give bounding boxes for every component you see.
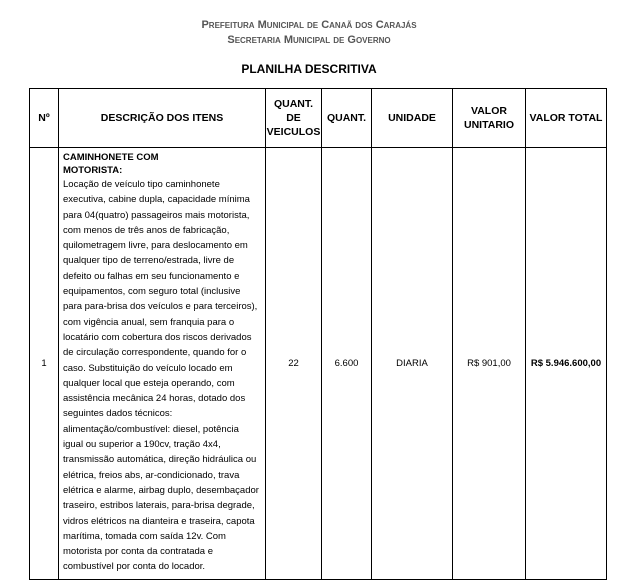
column-header-unit-price: VALOR UNITARIO: [453, 89, 526, 148]
cell-number: 1: [30, 148, 59, 580]
cell-description: [59, 148, 266, 580]
column-header-quantity: QUANT.: [322, 89, 372, 148]
column-header-vehicle-quantity: QUANT. DE VEICULOS: [266, 89, 322, 148]
column-header-unit: UNIDADE: [372, 89, 453, 148]
cell-unit: DIARIA: [372, 148, 453, 580]
header-municipality: Prefeitura Municipal de Canaã dos Carajás: [201, 19, 417, 31]
column-header-number: Nº: [30, 89, 59, 148]
document-title: PLANILHA DESCRITIVA: [241, 62, 377, 76]
cell-unit-price: R$ 901,00: [453, 148, 526, 580]
header-department: Secretaria Municipal de Governo: [227, 34, 391, 46]
cell-quantity: 6.600: [322, 148, 372, 580]
cell-total: R$ 5.946.600,00: [526, 148, 607, 580]
table-row: [30, 148, 607, 580]
column-header-description: DESCRIÇÃO DOS ITENS: [59, 89, 266, 148]
item-description: Locação de veículo tipo caminhonete executiva, cabine dupla, capacidade mínima para 04(quatro) passageiros mais motorista, com menos de três anos de fabricação, quilometragem livre, para deslocamento em qualquer tipo de terreno/estrada, livre de defeito ou falhas em seu funcionamento e equipamentos, com seguro total (inclusive para para-brisa dos veículos e para terceiros), com vigência anual, sem franquia para o locatário com cobertura dos riscos derivados de circulação correspondente, quando for o caso. Substituição do veículo locado em qualquer local que esteja operando, com assistência mecânica 24 horas, dotado dos seguintes dados técnicos: alimentação/combustível: diesel, potência igual ou superior a 190cv, tração 4x4, transmissão automática, direção hidráulica ou elétrica, freios abs, ar-condicionado, trava elétrica e alarme, airbag duplo, desembaçador traseiro, estribos laterais, para-brisa degrade, vidros elétricos na dianteira e traseira, capota marítima, tomada com saída 12v. Com motorista por conta da contratada e combustível por conta do locador.: [63, 179, 259, 573]
table-header-row: [30, 89, 607, 148]
column-header-total: VALOR TOTAL: [526, 89, 607, 148]
document-header: [0, 18, 618, 48]
cell-vehicles: 22: [266, 148, 322, 580]
items-table: [29, 88, 607, 580]
item-title: CAMINHONETE COM MOTORISTA:: [63, 152, 159, 176]
